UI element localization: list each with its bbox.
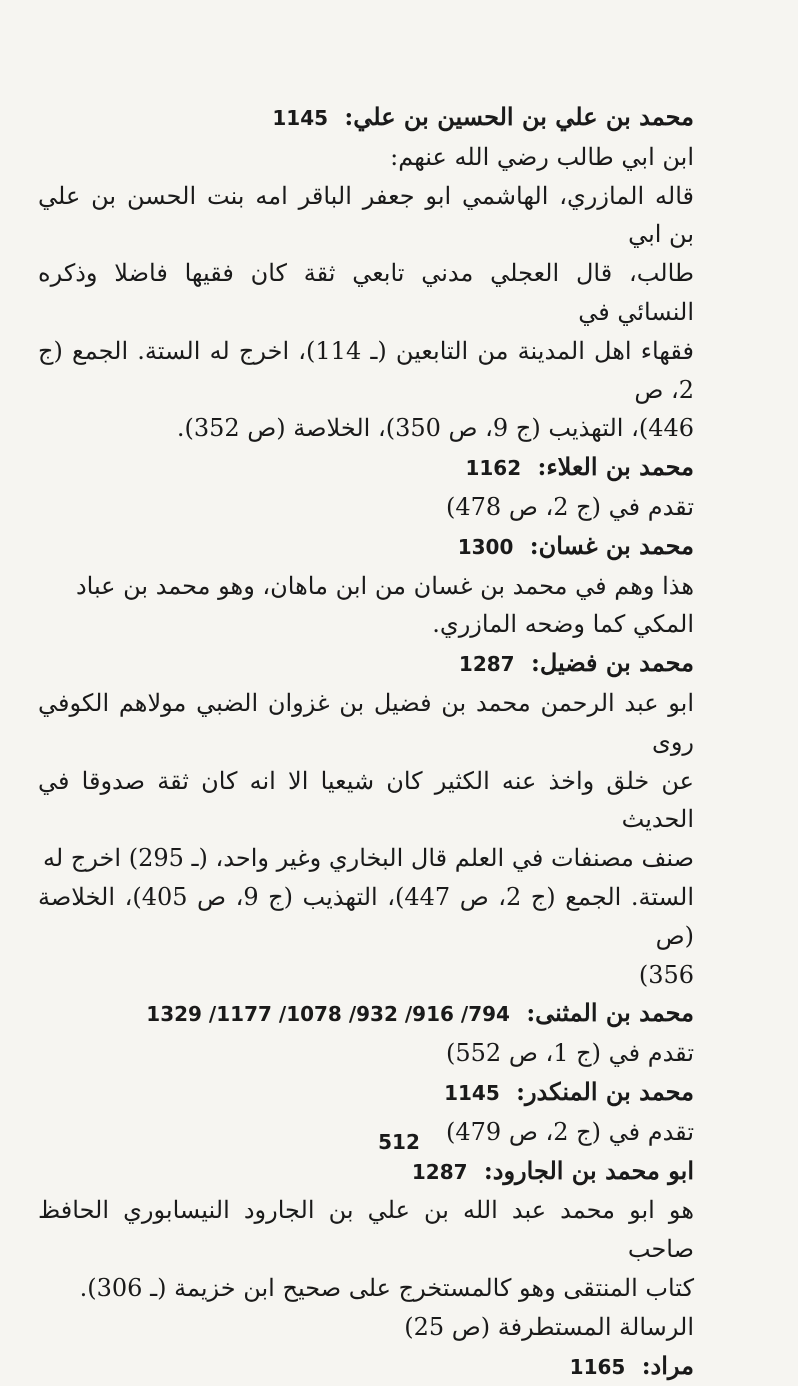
- entry-body-line: ابو عبد الرحمن محمد بن فضيل بن غزوان الضبي مولاهم الكوفي روى: [38, 684, 694, 762]
- entry-heading: [38, 1347, 694, 1386]
- entry-name: محمد بن المنكدر:: [516, 1077, 694, 1106]
- entry: [38, 448, 694, 527]
- entry-name: محمد بن غسان:: [530, 531, 694, 560]
- entry-heading: [38, 527, 694, 567]
- entry-body-line: كتاب المنتقى وهو كالمستخرج على صحيح ابن خزيمة (ـ 306).: [38, 1269, 694, 1308]
- entries-list: [38, 98, 694, 1386]
- entry-refs: 1287: [412, 1160, 468, 1184]
- entry-name: ابو محمد بن الجارود:: [484, 1156, 694, 1185]
- entry-body-line: تقدم في (ج 2، ص 479): [38, 1113, 694, 1152]
- entry-body-line: فقهاء اهل المدينة من التابعين (ـ 114)، اخرج له الستة. الجمع (ج 2، ص: [38, 332, 694, 410]
- entry-heading: [38, 448, 694, 488]
- entry-name: محمد بن المثنى:: [526, 998, 694, 1027]
- entry-name: محمد بن فضيل:: [531, 648, 694, 677]
- entry-body-line: تقدم في (ج 1، ص 552): [38, 1034, 694, 1073]
- entry-name: محمد بن علي بن الحسين بن علي:: [344, 102, 694, 131]
- entry-body-line: عن خلق واخذ عنه الكثير كان شيعيا الا انه كان ثقة صدوقا في الحديث: [38, 762, 694, 840]
- entry-body-line: طالب، قال العجلي مدني تابعي ثقة كان فقيها فاضلا وذكره النسائي في: [38, 254, 694, 332]
- entry-heading: [38, 1073, 694, 1113]
- entry: [38, 527, 694, 644]
- entry-body-line: صنف مصنفات في العلم قال البخاري وغير واحد، (ـ 295) اخرج له: [38, 839, 694, 878]
- entry-body-line: قاله المازري، الهاشمي ابو جعفر الباقر امه بنت الحسن بن علي بن ابي: [38, 177, 694, 255]
- entry-refs: 1145: [272, 106, 328, 130]
- entry-body-line: المكي كما وضحه المازري.: [38, 605, 694, 644]
- entry-heading: [38, 1152, 694, 1192]
- entry-heading: [38, 994, 694, 1034]
- entry: [38, 994, 694, 1073]
- page-number: 512: [0, 1130, 798, 1154]
- entry: [38, 98, 694, 448]
- entry-refs: 794/ 916/ 932/ 1078/ 1177/ 1329: [146, 1002, 510, 1026]
- entry-body-line: ابن ابي طالب رضي الله عنهم:: [38, 138, 694, 177]
- entry-body-line: الستة. الجمع (ج 2، ص 447)، التهذيب (ج 9، ص 405)، الخلاصة (ص: [38, 878, 694, 956]
- entry: [38, 1347, 694, 1386]
- entry-refs: 1300: [458, 535, 514, 559]
- entry-refs: 1162: [465, 456, 521, 480]
- entry-name: محمد بن العلاء:: [537, 452, 694, 481]
- entry-refs: 1287: [459, 652, 515, 676]
- entry-body-line: تقدم في (ج 2، ص 478): [38, 488, 694, 527]
- entry-body-line: هذا وهم في محمد بن غسان من ابن ماهان، وهو محمد بن عباد: [38, 567, 694, 606]
- entry: [38, 1152, 694, 1347]
- entry-body-line: 356): [38, 956, 694, 995]
- entry-body-line: 446)، التهذيب (ج 9، ص 350)، الخلاصة (ص 352).: [38, 409, 694, 448]
- entry-body-line: هو ابو محمد عبد الله بن علي بن الجارود النيسابوري الحافظ صاحب: [38, 1191, 694, 1269]
- entry-refs: 1145: [444, 1081, 500, 1105]
- entry-body-line: الرسالة المستطرفة (ص 25): [38, 1308, 694, 1347]
- entry: [38, 644, 694, 994]
- entry-name: مراد:: [642, 1351, 694, 1380]
- entry-heading: [38, 98, 694, 138]
- entry-heading: [38, 644, 694, 684]
- entry-refs: 1165: [570, 1355, 626, 1379]
